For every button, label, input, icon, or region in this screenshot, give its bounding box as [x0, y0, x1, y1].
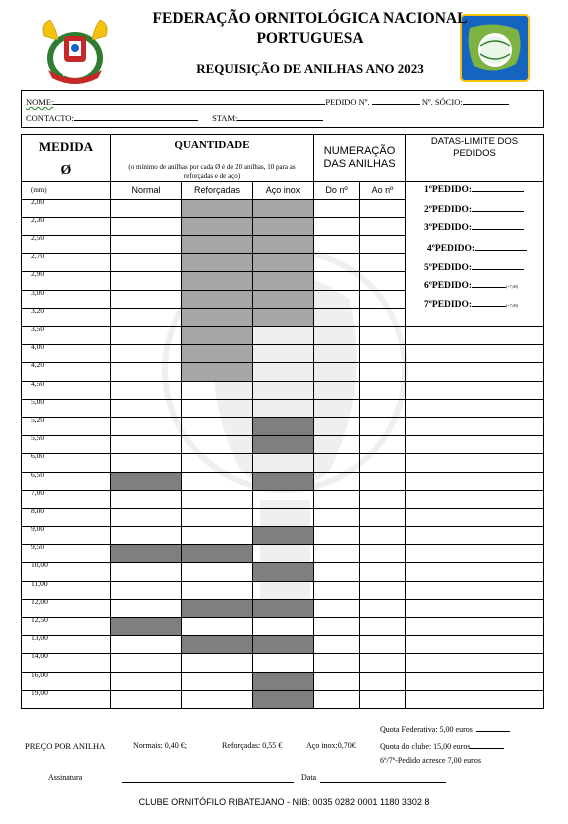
aco-qty-cell: [253, 599, 314, 617]
reforcadas-qty-cell: [182, 236, 253, 254]
pedido-date-6[interactable]: 6ºPEDIDO: (+7,00): [424, 281, 518, 291]
pedido-cell: [406, 399, 544, 417]
ao-numero-cell[interactable]: [360, 508, 406, 526]
reforcadas-qty-cell[interactable]: [182, 490, 253, 508]
reforcadas-qty-cell[interactable]: [182, 654, 253, 672]
aco-qty-cell[interactable]: [253, 490, 314, 508]
normal-qty-cell[interactable]: [111, 690, 182, 708]
do-numero-cell[interactable]: [314, 618, 360, 636]
aco-qty-cell: [253, 290, 314, 308]
member-number-field[interactable]: [463, 96, 509, 105]
member-info-box: [21, 90, 544, 128]
ring-size: 4,20: [22, 363, 111, 381]
aco-qty-cell: [253, 308, 314, 326]
form-subtitle: REQUISIÇÃO DE ANILHAS ANO 2023: [196, 61, 424, 76]
normal-qty-cell[interactable]: [111, 363, 182, 381]
name-label: NOME:: [26, 97, 54, 107]
aco-qty-cell[interactable]: [253, 399, 314, 417]
pedido-date-2[interactable]: 2ºPEDIDO:: [424, 203, 524, 215]
aco-qty-cell: [253, 527, 314, 545]
ao-numero-cell[interactable]: [360, 472, 406, 490]
pedido-cell: [406, 363, 544, 381]
ao-numero-cell[interactable]: [360, 363, 406, 381]
footer-nib: CLUBE ORNITÓFILO RIBATEJANO - NIB: 0035 0282 0001 1180 3302 8: [138, 797, 430, 807]
do-numero-cell[interactable]: [314, 381, 360, 399]
medida-heading: MEDIDA: [38, 139, 94, 154]
ring-size: 5,00: [22, 399, 111, 417]
pedido-cell: [406, 417, 544, 435]
aco-qty-cell[interactable]: [253, 618, 314, 636]
aco-qty-cell[interactable]: [253, 381, 314, 399]
title-line-1: FEDERAÇÃO ORNITOLÓGICA NACIONAL: [152, 10, 468, 27]
aco-qty-cell[interactable]: [253, 545, 314, 563]
data-label: Data: [301, 773, 317, 782]
normal-qty-cell[interactable]: [111, 272, 182, 290]
ao-numero-cell[interactable]: [360, 236, 406, 254]
do-numero-cell[interactable]: [314, 527, 360, 545]
normal-qty-cell: [111, 618, 182, 636]
do-numero-cell[interactable]: [314, 254, 360, 272]
pedido-cell: [406, 472, 544, 490]
do-numero-cell[interactable]: [314, 690, 360, 708]
quantidade-note: (o mínimo de anilhas por cada Ø é de 20 anilhas, 10 para as reforçadas e de aço): [128, 162, 296, 180]
normal-qty-cell[interactable]: [111, 417, 182, 435]
ao-numero-cell[interactable]: [360, 217, 406, 235]
ring-size: 4,00: [22, 345, 111, 363]
fonp-logo-text: FONP: [62, 68, 88, 78]
aco-qty-cell: [253, 672, 314, 690]
reforcadas-qty-cell: [182, 327, 253, 345]
do-numero-cell[interactable]: [314, 508, 360, 526]
reforcadas-qty-cell: [182, 290, 253, 308]
contact-field[interactable]: [74, 112, 198, 121]
do-numero-cell[interactable]: [314, 327, 360, 345]
do-numero-cell[interactable]: [314, 581, 360, 599]
reforcadas-qty-cell[interactable]: [182, 527, 253, 545]
ao-numero-cell[interactable]: [360, 327, 406, 345]
normal-qty-cell: [111, 472, 182, 490]
reforcadas-qty-cell[interactable]: [182, 508, 253, 526]
ao-numero-cell[interactable]: [360, 654, 406, 672]
do-numero-cell[interactable]: [314, 436, 360, 454]
name-field[interactable]: [53, 96, 325, 105]
numeracao-heading: NUMERAÇÃO DAS ANILHAS: [323, 144, 396, 170]
order-number-field[interactable]: [372, 96, 420, 105]
reforcadas-qty-cell: [182, 199, 253, 217]
ao-numero-cell[interactable]: [360, 272, 406, 290]
aco-qty-cell: [253, 236, 314, 254]
pedido-date-1[interactable]: 1ºPEDIDO:: [424, 183, 524, 195]
ao-numero-cell[interactable]: [360, 381, 406, 399]
ao-numero-cell[interactable]: [360, 618, 406, 636]
do-numero-cell[interactable]: [314, 236, 360, 254]
do-numero-cell[interactable]: [314, 308, 360, 326]
pedido-cell: [406, 345, 544, 363]
aco-qty-cell: [253, 217, 314, 235]
ring-size: 5,50: [22, 436, 111, 454]
ao-numero-cell[interactable]: [360, 290, 406, 308]
order-number-label: PEDIDO Nº.: [325, 97, 370, 107]
normal-qty-cell[interactable]: [111, 399, 182, 417]
preco-reforcadas: Reforçadas: 0,55 €: [222, 741, 283, 750]
ring-size: 12,00: [22, 599, 111, 617]
ao-numero-cell[interactable]: [360, 527, 406, 545]
pedido-extra-note: 6º/7º-Pedido acresce 7,00 euros: [380, 756, 481, 765]
normal-qty-cell[interactable]: [111, 290, 182, 308]
table-row: [22, 690, 544, 708]
pedido-date-4[interactable]: 4ºPEDIDO:: [427, 242, 527, 254]
do-numero-cell[interactable]: [314, 599, 360, 617]
aco-qty-cell: [253, 272, 314, 290]
reforcadas-qty-cell: [182, 254, 253, 272]
ao-numero-cell[interactable]: [360, 581, 406, 599]
do-numero-cell[interactable]: [314, 417, 360, 435]
reforcadas-qty-cell: [182, 599, 253, 617]
reforcadas-qty-cell: [182, 545, 253, 563]
normal-qty-cell[interactable]: [111, 254, 182, 272]
reforcadas-qty-cell: [182, 272, 253, 290]
pedido-cell: [406, 636, 544, 654]
ao-numero-cell[interactable]: [360, 545, 406, 563]
pedido-date-7[interactable]: 7ºPEDIDO: (+7,00): [424, 300, 518, 310]
reforcadas-qty-cell[interactable]: [182, 563, 253, 581]
ao-numero-cell[interactable]: [360, 399, 406, 417]
aco-qty-cell: [253, 563, 314, 581]
pedido-cell: [406, 563, 544, 581]
ring-size: 14,00: [22, 654, 111, 672]
ao-numero-cell[interactable]: [360, 690, 406, 708]
reforcadas-qty-cell[interactable]: [182, 436, 253, 454]
ao-numero-cell[interactable]: [360, 636, 406, 654]
ao-numero-cell[interactable]: [360, 417, 406, 435]
col-ao-numero: Ao nº: [360, 181, 406, 199]
pedido-date-3[interactable]: 3ºPEDIDO:: [424, 221, 524, 233]
stam-field[interactable]: [237, 112, 323, 121]
normal-qty-cell[interactable]: [111, 490, 182, 508]
do-numero-cell[interactable]: [314, 472, 360, 490]
reforcadas-qty-cell[interactable]: [182, 399, 253, 417]
ring-size: 2,90: [22, 272, 111, 290]
ring-size: 9,50: [22, 545, 111, 563]
preco-normais: Normais: 0,40 €;: [133, 741, 187, 750]
pedido-cell: [406, 618, 544, 636]
aco-qty-cell[interactable]: [253, 327, 314, 345]
ring-size: 3,20: [22, 308, 111, 326]
pedido-cell: [406, 490, 544, 508]
member-number-label: Nº. SÓCIO:: [421, 97, 463, 107]
mm-unit-label: (mm): [22, 181, 111, 199]
pedido-cell: [406, 527, 544, 545]
datas-limite-heading: DATAS-LIMITE DOS PEDIDOS: [430, 136, 519, 159]
do-numero-cell[interactable]: [314, 545, 360, 563]
col-do-numero: Do nº: [314, 181, 360, 199]
pedido-cell: [406, 454, 544, 472]
aco-qty-cell: [253, 690, 314, 708]
normal-qty-cell[interactable]: [111, 236, 182, 254]
fonp-logo: [36, 14, 114, 86]
pedido-cell: [406, 381, 544, 399]
pedido-cell: [406, 581, 544, 599]
aco-qty-cell[interactable]: [253, 508, 314, 526]
normal-qty-cell[interactable]: [111, 308, 182, 326]
reforcadas-qty-cell[interactable]: [182, 454, 253, 472]
col-reforcadas: Reforçadas: [182, 181, 253, 199]
do-numero-cell[interactable]: [314, 290, 360, 308]
normal-qty-cell[interactable]: [111, 454, 182, 472]
reforcadas-qty-cell[interactable]: [182, 581, 253, 599]
aco-qty-cell: [253, 199, 314, 217]
do-numero-cell[interactable]: [314, 345, 360, 363]
normal-qty-cell[interactable]: [111, 381, 182, 399]
pedido-cell: [406, 308, 544, 326]
normal-qty-cell[interactable]: [111, 327, 182, 345]
assinatura-label: Assinatura: [48, 773, 83, 782]
normal-qty-cell[interactable]: [111, 599, 182, 617]
reforcadas-qty-cell: [182, 363, 253, 381]
pedido-cell: [406, 672, 544, 690]
ao-numero-cell[interactable]: [360, 308, 406, 326]
pedido-date-5[interactable]: 5ºPEDIDO:: [424, 261, 524, 273]
ring-size: 3,50: [22, 327, 111, 345]
aco-qty-cell[interactable]: [253, 363, 314, 381]
reforcadas-qty-cell[interactable]: [182, 618, 253, 636]
normal-qty-cell[interactable]: [111, 199, 182, 217]
do-numero-cell[interactable]: [314, 563, 360, 581]
ring-size: 11,00: [22, 581, 111, 599]
title-line-2: PORTUGUESA: [256, 30, 364, 47]
ring-size: 12,50: [22, 618, 111, 636]
ring-size: 4,50: [22, 381, 111, 399]
do-numero-cell[interactable]: [314, 272, 360, 290]
stam-label: STAM:: [212, 113, 238, 123]
do-numero-cell[interactable]: [314, 199, 360, 217]
ring-size: 5,20: [22, 417, 111, 435]
pedido-cell: [406, 508, 544, 526]
reforcadas-qty-cell: [182, 636, 253, 654]
quantidade-heading: QUANTIDADE: [174, 139, 250, 151]
diameter-symbol: Ø: [60, 162, 72, 178]
ring-size: 2,70: [22, 254, 111, 272]
normal-qty-cell: [111, 545, 182, 563]
aco-qty-cell[interactable]: [253, 454, 314, 472]
normal-qty-cell[interactable]: [111, 436, 182, 454]
normal-qty-cell[interactable]: [111, 563, 182, 581]
quota-federativa: Quota Federativa: 5,00 euros: [380, 723, 510, 734]
preco-aco: Aço inox:0,70€: [306, 741, 356, 750]
do-numero-cell[interactable]: [314, 654, 360, 672]
ao-numero-cell[interactable]: [360, 254, 406, 272]
ring-size: 8,00: [22, 508, 111, 526]
do-numero-cell[interactable]: [314, 490, 360, 508]
ao-numero-cell[interactable]: [360, 436, 406, 454]
preco-label: PREÇO POR ANILHA: [25, 741, 106, 751]
ao-numero-cell[interactable]: [360, 454, 406, 472]
aco-qty-cell: [253, 472, 314, 490]
ring-size: 19,00: [22, 690, 111, 708]
ao-numero-cell[interactable]: [360, 199, 406, 217]
aco-qty-cell: [253, 417, 314, 435]
normal-qty-cell[interactable]: [111, 345, 182, 363]
ao-numero-cell[interactable]: [360, 490, 406, 508]
reforcadas-qty-cell: [182, 217, 253, 235]
normal-qty-cell[interactable]: [111, 581, 182, 599]
ring-size: 9,00: [22, 527, 111, 545]
do-numero-cell[interactable]: [314, 636, 360, 654]
pedido-cell: [406, 327, 544, 345]
ao-numero-cell[interactable]: [360, 345, 406, 363]
aco-qty-cell: [253, 254, 314, 272]
reforcadas-qty-cell[interactable]: [182, 472, 253, 490]
reforcadas-qty-cell[interactable]: [182, 690, 253, 708]
ao-numero-cell[interactable]: [360, 672, 406, 690]
aco-qty-cell[interactable]: [253, 581, 314, 599]
do-numero-cell[interactable]: [314, 363, 360, 381]
ring-size: 6,50: [22, 472, 111, 490]
ao-numero-cell[interactable]: [360, 599, 406, 617]
pedido-cell: [406, 654, 544, 672]
assinatura-field[interactable]: [122, 782, 294, 783]
reforcadas-qty-cell: [182, 345, 253, 363]
ring-size: 2,00: [22, 199, 111, 217]
normal-qty-cell[interactable]: [111, 672, 182, 690]
ring-size: 6,00: [22, 454, 111, 472]
reforcadas-qty-cell[interactable]: [182, 417, 253, 435]
pedido-cell: [406, 690, 544, 708]
normal-qty-cell[interactable]: [111, 636, 182, 654]
do-numero-cell[interactable]: [314, 454, 360, 472]
do-numero-cell[interactable]: [314, 672, 360, 690]
do-numero-cell[interactable]: [314, 217, 360, 235]
pedido-cell: [406, 599, 544, 617]
ring-size: 2,50: [22, 236, 111, 254]
reforcadas-qty-cell[interactable]: [182, 381, 253, 399]
ring-size: 16,00: [22, 672, 111, 690]
normal-qty-cell[interactable]: [111, 217, 182, 235]
aco-qty-cell: [253, 436, 314, 454]
ring-size: 3,00: [22, 290, 111, 308]
pedido-cell: [406, 545, 544, 563]
reforcadas-qty-cell: [182, 308, 253, 326]
ring-size: 10,00: [22, 563, 111, 581]
ao-numero-cell[interactable]: [360, 563, 406, 581]
ring-size: 2,30: [22, 217, 111, 235]
pedido-cell: [406, 436, 544, 454]
ring-size: 7,00: [22, 490, 111, 508]
normal-qty-cell[interactable]: [111, 527, 182, 545]
ring-size: 13,00: [22, 636, 111, 654]
quota-clube: Quota do clube: 15,00 euros: [380, 740, 504, 751]
contact-label: CONTACTO:: [26, 113, 74, 123]
normal-qty-cell[interactable]: [111, 654, 182, 672]
aco-qty-cell[interactable]: [253, 345, 314, 363]
col-normal: Normal: [111, 181, 182, 199]
col-aco-inox: Aço inox: [253, 181, 314, 199]
data-field[interactable]: [320, 782, 446, 783]
do-numero-cell[interactable]: [314, 399, 360, 417]
reforcadas-qty-cell[interactable]: [182, 672, 253, 690]
aco-qty-cell[interactable]: [253, 654, 314, 672]
normal-qty-cell[interactable]: [111, 508, 182, 526]
aco-qty-cell: [253, 636, 314, 654]
